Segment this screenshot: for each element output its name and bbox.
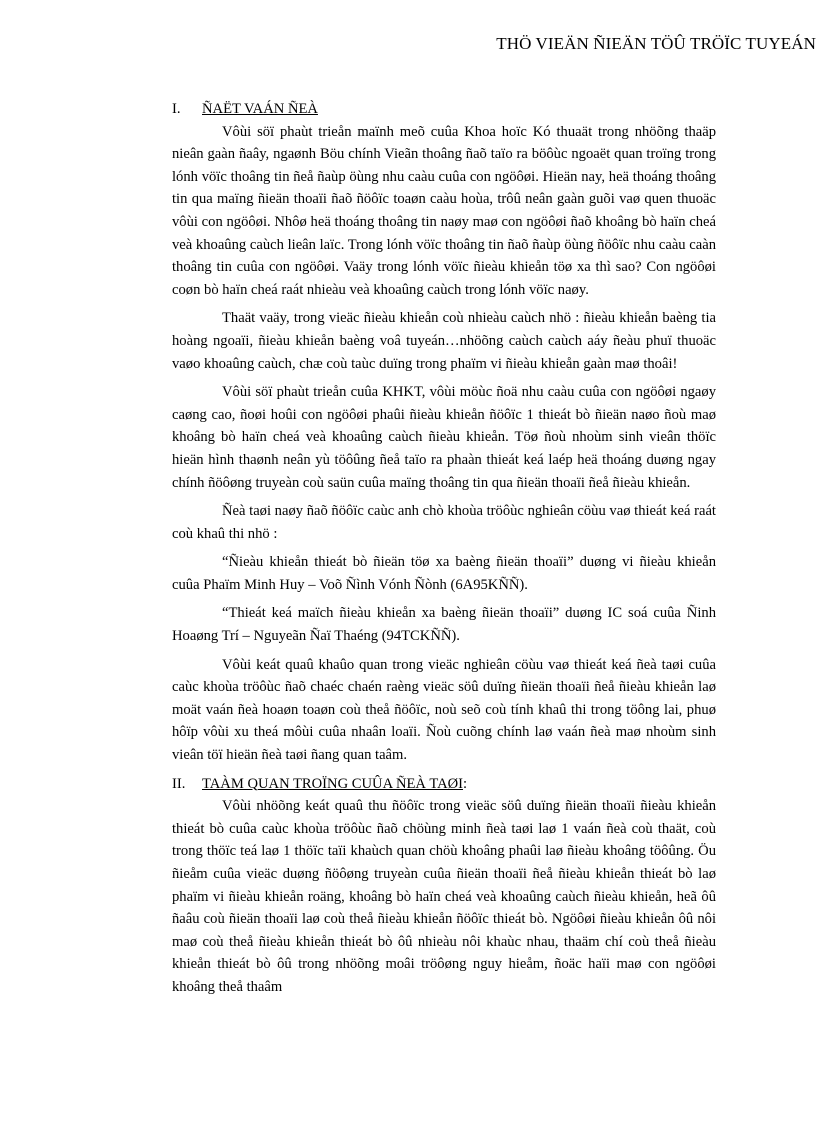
paragraph-prior-work: Ñeà taøi naøy ñaõ ñöôïc caùc anh chò khoùa tröôùc nghieân cöùu vaø thieát keá raát coù khaû thi nhö : bbox=[172, 503, 716, 542]
quote-prior-project-2: “Thieát keá maïch ñieàu khieån xa baèng ñieän thoaïi” duøng IC soá cuûa Ñinh Hoaøng Trí – Nguyeãn Ñaï Thaéng (94TCKÑÑ). bbox=[172, 605, 716, 645]
page-header: THÖ VIEÄN ÑIEÄN TÖÛ TRÖÏC TUYEÁN bbox=[496, 34, 816, 53]
paragraph-development: Vôùi söï phaùt trieån cuûa KHKT, vôùi möùc ñoä nhu caàu cuûa con ngöôøi ngaøy caøng cao, ñoøi hoûi con ngöôøi phaûi ñieàu khieån ñöôïc 1 thieát bò ñieän naøo ñoù maø khoâng bò haïn cheá veà khoaûng caùch ñieàu khieån. Töø ñoù nhoùm sinh vieân thöïc hieän hình thaønh neân yù töôûng ñeå taïo ra phaàn thieát keá laép heä thoáng duøng ngay chính ñöôøng truyeàn coù saün cuûa maïng thoâng tin qua ñieän thoaïi ñeå ñieàu khieån. bbox=[172, 384, 716, 491]
section-1-heading bbox=[172, 98, 716, 121]
paragraph-conclusion: Vôùi keát quaû khaûo quan trong vieäc nghieân cöùu vaø thieát keá ñeà taøi cuûa caùc khoùa tröôùc ñaõ chaéc chaén raèng vieäc söû duïng ñieän thoaïi ñeå ñieàu khieån laø moät vaán ñeà hoaøn toaøn coù theå ñöôïc, noù seõ coù tính khaû thi trong töông lai, phuø hôïp vôùi xu theá môùi cuûa nhaân loaïi. Ñoù cuõng chính laø vaán ñeà maø nhoùm sinh vieân töï hieän ñeà taøi ñang quan taâm. bbox=[172, 656, 716, 764]
quote-prior-project-1: “Ñieàu khieån thieát bò ñieän töø xa baèng ñieän thoaïi” duøng vi ñieàu khieån cuûa Phaïm Minh Huy – Voõ Ñình Vónh Ñònh (6A95KÑÑ). bbox=[172, 554, 716, 593]
paragraph-importance: Vôùi nhöõng keát quaû thu ñöôïc trong vieäc söû duïng ñieän thoaïi ñieàu khieån thieát bò cuûa caùc khoùa tröôùc ñaõ chöùng minh ñeà taøi laø 1 vaán ñeà coù thaät, coù trong thöïc teá laø 1 thöïc taïi khaùch quan chöù khoâng phaûi laø ñieàu khoâng töôûng. Öu ñieåm cuûa vieäc duøng ñöôøng truyeàn cuûa ñieän thoaïi ñeå ñieàu khieån thieát bò laø phaïm vi ñieàu khieån roäng, khoâng bò haïn cheá veà khoaûng caùch ñieàu khieån, heã ôû ñaâu coù ñieän thoaïi laø coù theå ñieàu khieån ñöôïc thieát bò. Ngöôøi ñieàu khieån ôû nôi maø coù theå ñieàu khieån thieát bò ôû nhieàu nôi khaùc nhau, thaäm chí coù theå ñieàu khieån thieát bò ôû trong nhöõng moâi tröôøng nguy hieåm, ñoäc haïi maø con ngöôøi khoâng theå thaâm bbox=[172, 798, 716, 995]
section-2-title: TAÀM QUAN TROÏNG CUÛA ÑEÀ TAØI bbox=[202, 775, 464, 792]
section-1-title: ÑAËT VAÁN ÑEÀ bbox=[202, 101, 318, 117]
section-2-number: II. bbox=[172, 775, 186, 792]
document-body bbox=[172, 98, 716, 1005]
paragraph-intro: Vôùi söï phaùt trieån maïnh meõ cuûa Khoa hoïc Kó thuaät trong nhöõng thaäp nieân gaàn ñaây, ngaønh Böu chính Vieãn thoâng ñaõ taïo ra böôùc ngoaët quan troïng trong lónh vöïc thoâng tin ñeå ñaùp öùng nhu caàu cuûa con ngöôøi. Hieän nay, heä thoáng thoâng tin qua maïng ñieän thoaïi ñaõ ñöôïc toaøn caàu hoùa, trôû neân gaàn guõi vaø quen thuoäc vôùi con ngöôøi. Nhôø heä thoáng thoâng tin naøy maø con ngöôøi ñaõ khoâng bò haïn cheá veà khoaûng caùch lieân laïc. Trong lónh vöïc thoâng tin ñaõ ñaùp öùng ñöôïc nhu caàu caàn thoâng tin cuûa con ngöôøi. Vaäy trong lónh vöïc ñieàu khieån töø xa thì sao? Con ngöôøi coøn bò haïn cheá raát nhieàu veà khoaûng caùch trong lónh vöïc naøy. bbox=[172, 123, 716, 298]
section-1-number: I. bbox=[172, 101, 181, 117]
section-2-heading bbox=[172, 773, 716, 796]
paragraph-control-methods: Thaät vaäy, trong vieäc ñieàu khieån coù nhieàu caùch nhö : ñieàu khieån baèng tia hoàng ngoaïi, ñieàu khieån baèng voâ tuyeán…nhöõng caùch caùch aáy ñeàu phuï thuoäc vaøo khoaûng caùch, chæ coù taùc duïng trong phaïm vi ñieàu khieån gaàn maø thoâi! bbox=[172, 310, 716, 372]
section-2-title-suffix: : bbox=[463, 775, 468, 792]
